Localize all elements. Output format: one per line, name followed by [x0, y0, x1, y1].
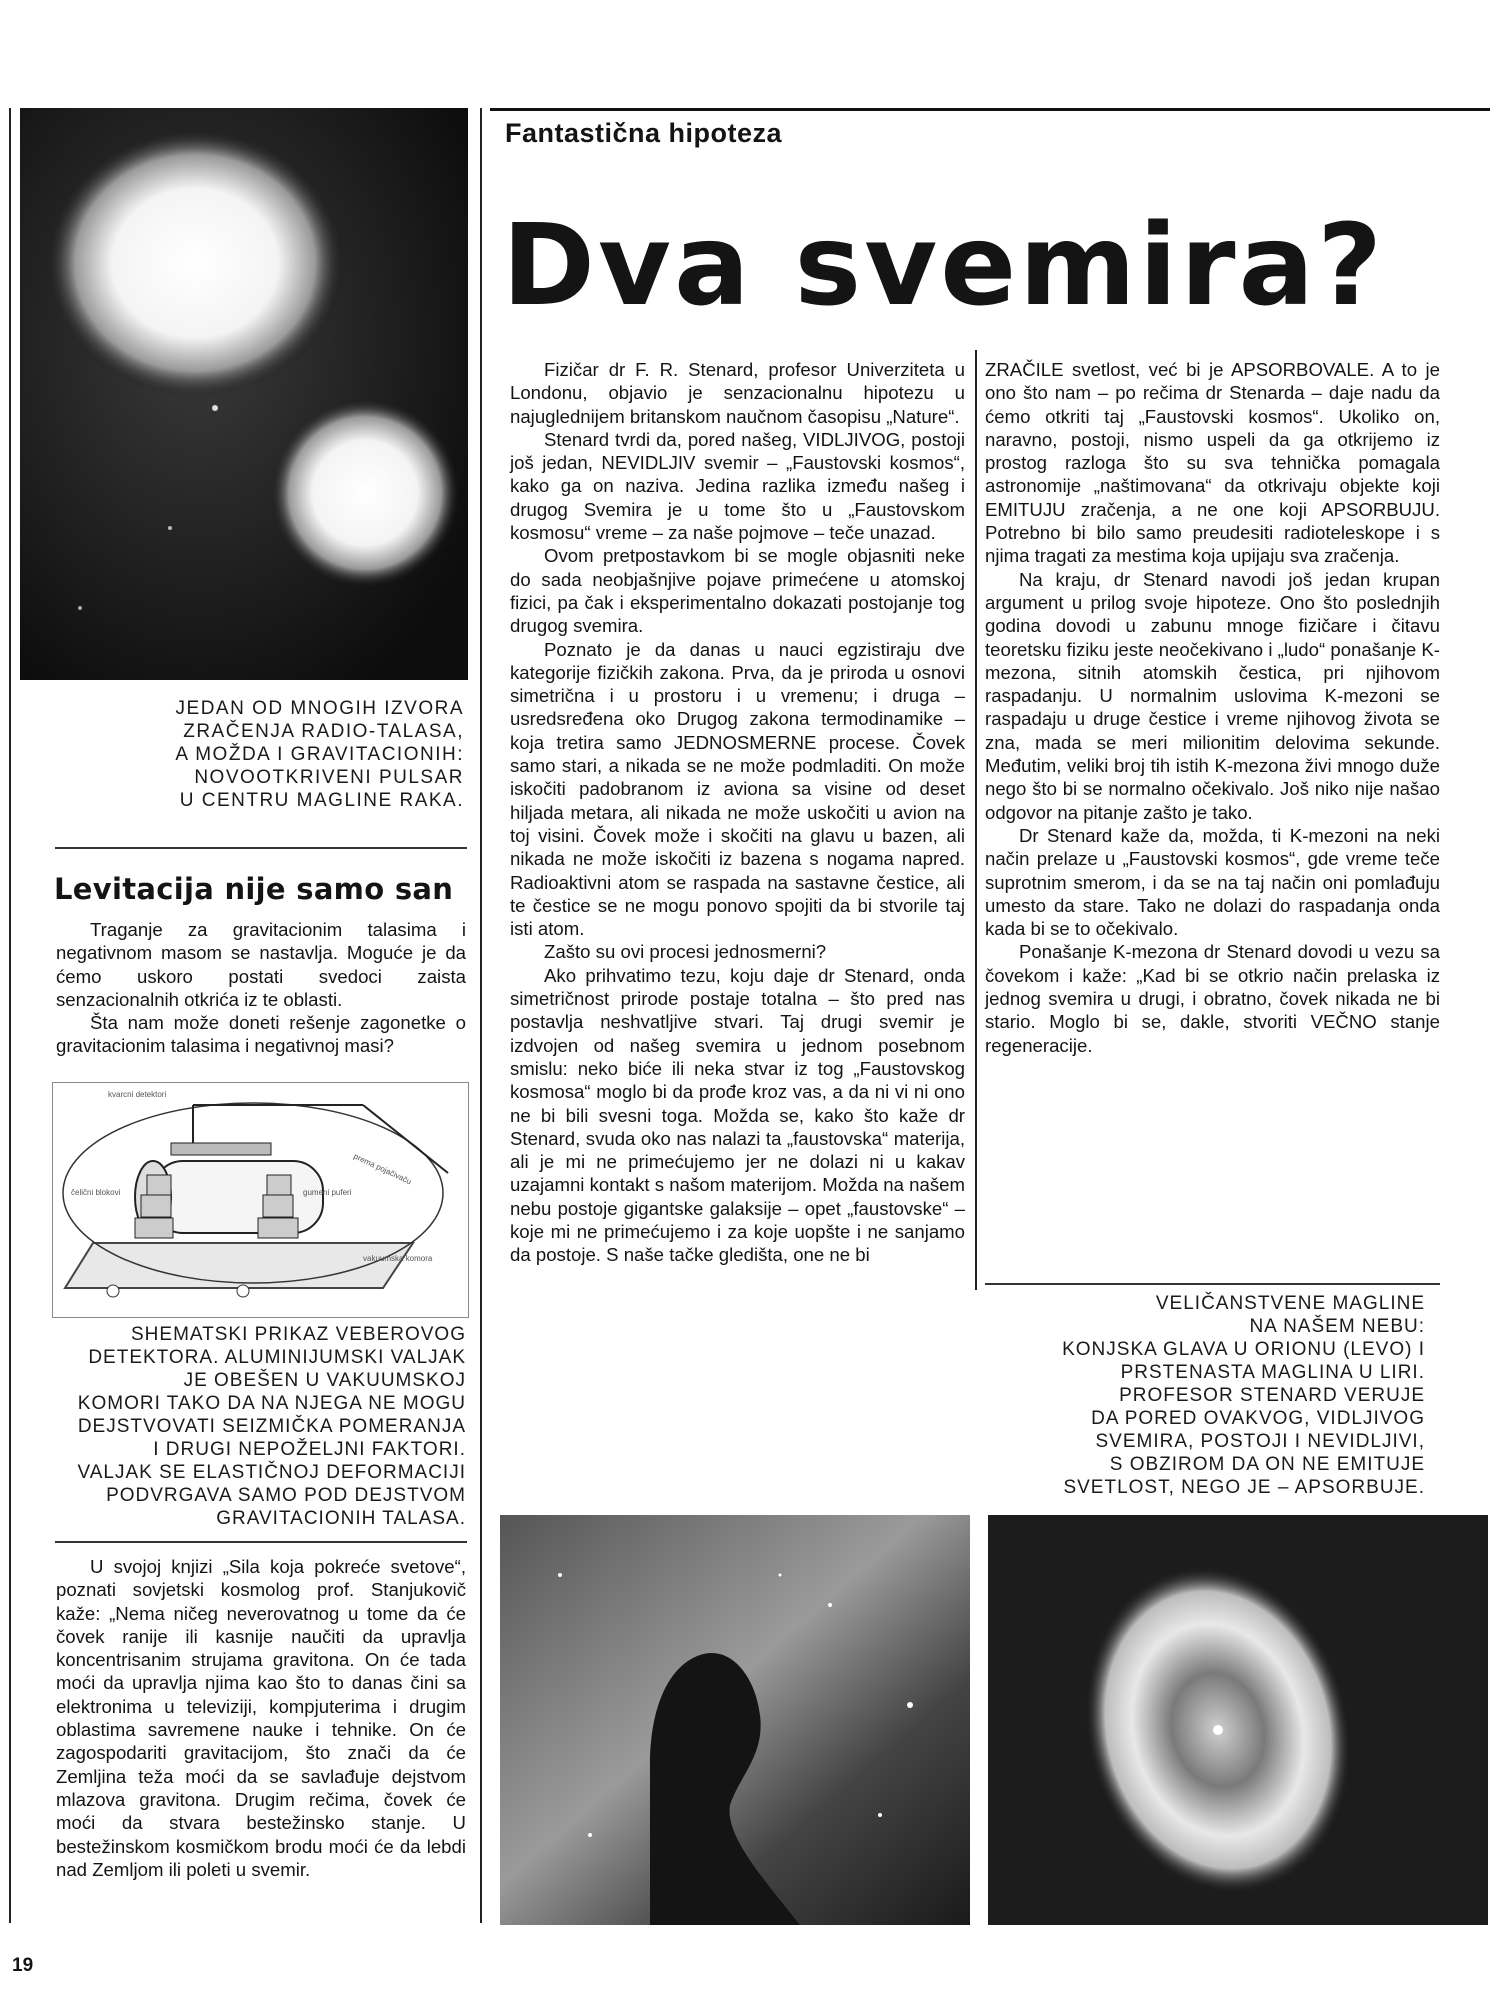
label-detectors: kvarcni detektori: [108, 1090, 167, 1099]
caption-line: DEJSTVOVATI SEIZMIČKA POMERANJA: [77, 1416, 466, 1437]
caption-line: NA NAŠEM NEBU:: [1249, 1316, 1425, 1337]
label-amplifier: prema pojačivaču: [352, 1151, 413, 1187]
article-column-3: [985, 358, 1440, 1057]
caption-line: PRSTENASTA MAGLINA U LIRI.: [1120, 1362, 1425, 1383]
caption-line: A MOŽDA I GRAVITACIONIH:: [175, 744, 464, 765]
sidebar-paragraph: Traganje za gravitacionim talasima i negativnom masom se nastavlja. Moguće je da ćemo uskoro postati svedoci zaista senzacionalnih otkrića iz te oblasti.: [56, 919, 466, 1010]
caption-line: ZRAČENJA RADIO-TALASA,: [183, 721, 464, 742]
caption-line: S OBZIROM DA ON NE EMITUJE: [1109, 1454, 1425, 1475]
article-paragraph: Ako prihvatimo tezu, koju daje dr Stenard, onda simetričnost prirode postaje totalna – što pred nas postavlja neshvatljive stvari. Taj drugi svemir je izdvojen od našeg svemira u jednom posebnom smislu: neko biće ili neka stvar iz tog „Faustovskog kosmosa“ moglo bi da prođe kroz vas, a da ni vi ni ono ne bi bili svesni toga. Možda se, kako što kaže dr Stenard, svuda oko nas nalazi ta „faustovska“ materija, ali je mi ne primećujemo jer ne dolazi ni u kakav uzajamni kontakt s našom materijom. Možda na našem nebu postoje gigantske galaksije – opet „faustovske“ – koje mi ne primećujemo i za koje uopšte i ne sanjamo da postoje. S naše tačke gledišta, one ne bi: [510, 964, 965, 1266]
caption-line: GRAVITACIONIH TALASA.: [216, 1508, 466, 1529]
pulsar-photo: [20, 108, 468, 680]
column-rule-right: [975, 350, 977, 1290]
article-paragraph: Fizičar dr F. R. Stenard, profesor Univerziteta u Londonu, objavio je senzacionalnu hipotezu u najuglednijem britanskom naučnom časopisu „Nature“.: [510, 359, 965, 427]
detector-divider: [55, 1541, 467, 1543]
article-paragraph: Zašto su ovi procesi jednosmerni?: [544, 941, 827, 963]
caption-line: JE OBEŠEN U VAKUUMSKOJ: [183, 1370, 466, 1391]
caption-line: U CENTRU MAGLINE RAKA.: [179, 790, 464, 811]
nebula-caption: [985, 1292, 1425, 1499]
label-buffers: gumeni puferi: [303, 1188, 352, 1197]
detector-diagram: [52, 1082, 469, 1318]
sidebar-divider: [55, 847, 467, 849]
article-paragraph: ZRAČILE svetlost, već bi je APSORBOVALE. A to je ono što nam – po rečima dr Stenarda – daje nadu da ćemo otkriti taj „Faustovski kosmos“. Ukoliko on, naravno, postoji, nismo uspeli da ga otkrijemo iz prostog razloga što su sva tehnička pomagala astronomije „naštimovana“ da otkrivaju objekte koji EMITUJU zračenja, a ne one koji APSORBUJU. Potrebno bi bilo samo preudesiti radioteleskope i s njima tragati za mestima koja upijaju sva zračenja.: [985, 359, 1440, 567]
caption-line: KONJSKA GLAVA U ORIONU (LEVO) I: [1062, 1339, 1425, 1360]
left-bottom-text: [56, 1555, 466, 1881]
caption-line: KOMORI TAKO DA NA NJEGA NE MOGU: [77, 1393, 466, 1414]
caption-line: SVETLOST, NEGO JE – APSORBUJE.: [1063, 1477, 1425, 1498]
caption-line: DETEKTORA. ALUMINIJUMSKI VALJAK: [88, 1347, 466, 1368]
sidebar-text: [56, 918, 466, 1058]
left-bottom-paragraph: U svojoj knjizi „Sila koja pokreće svetove“, poznati sovjetski kosmolog prof. Stanjukovič kaže: „Nema ničeg neverovatnog u tome da će čovek ranije ili kasnije naučiti da upravlja koncentrisanim strujama gravitona. On će tada moći da upravlja njima kao što to danas čini sa elektronima u televiziji, kompjuterima i drugim oblastima savremene nauke i tehnike. On će zagospodariti gravitacijom, što znači da će Zemljina teža moći da se savlađuje dejstvom mlazova gravitona. Drugim rečima, čovek će moći da stvara bestežinsko stanje. U bestežinskom kosmičkom brodu moći će da lebdi nad Zemljom ili poleti u svemir.: [56, 1556, 466, 1880]
article-column-2: [510, 358, 965, 1267]
pulsar-caption: [60, 697, 464, 812]
caption-line: JEDAN OD MNOGIH IZVORA: [175, 698, 464, 719]
article-paragraph: Ponašanje K-mezona dr Stenard dovodi u vezu sa čovekom i kaže: „Kad bi se otkrio način prelaska iz jednog svemira u drugi, i obratno, čovek nikada ne bi stario. Moglo bi se, dakle, stvoriti VEČNO stanje regeneracije.: [985, 941, 1440, 1056]
sidebar-title: Levitacija nije samo san: [54, 872, 454, 906]
article-paragraph: Na kraju, dr Stenard navodi još jedan krupan argument u prilog svoje hipoteze. Ono što poslednjih godina dovodi u zabunu mnoge fizičare i čitavu teoretsku fiziku jeste neočekivano i „ludo“ ponašanje K-mezona, sitnih atomskih čestica, pri njihovom raspadanju. U normalnim uslovima K-mezoni se raspadaju u druge čestice i vreme njihovog života se zna, mada se meri milionitim delovima sekunde. Međutim, veliki broj tih istih K-mezona živi mnogo duže nego što bi se normalno očekivalo. Još niko nije našao odgovor na pitanje zašto je tako.: [985, 568, 1440, 823]
headline: Dva svemira?: [502, 201, 1386, 331]
sidebar-paragraph: Šta nam može doneti rešenje zagonetke o gravitacionim talasima i negativnoj masi?: [56, 1012, 466, 1057]
label-blocks: čelični blokovi: [71, 1188, 121, 1197]
column-rule-left: [480, 108, 482, 1923]
caption-line: NOVOOTKRIVENI PULSAR: [194, 767, 464, 788]
caption-line: DA PORED OVAKVOG, VIDLJIVOG: [1091, 1408, 1425, 1429]
caption-line: I DRUGI NEPOŽELJNI FAKTORI.: [153, 1439, 466, 1460]
caption-line: SHEMATSKI PRIKAZ VEBEROVOG: [131, 1324, 466, 1345]
caption-line: PODVRGAVA SAMO POD DEJSTVOM: [106, 1485, 466, 1506]
caption-line: VALJAK SE ELASTIČNOJ DEFORMACIJI: [77, 1462, 466, 1483]
caption-line: SVEMIRA, POSTOJI I NEVIDLJIVI,: [1095, 1431, 1425, 1452]
page-number: 19: [12, 1955, 34, 1976]
horsehead-nebula-photo: [500, 1515, 970, 1925]
top-rule: [490, 108, 1490, 111]
article-paragraph: Ovom pretpostavkom bi se mogle objasniti neke do sada neobjašnjive pojave primećene u atomskoj fizici, pa čak i eksperimentalno dokazati postojanje tog drugog svemira.: [510, 545, 965, 637]
left-margin-rule: [9, 108, 11, 1923]
ring-nebula-photo: [988, 1515, 1488, 1925]
caption-line: VELIČANSTVENE MAGLINE: [1155, 1293, 1425, 1314]
column-3-divider: [985, 1283, 1440, 1285]
article-paragraph: Poznato je da danas u nauci egzistiraju dve kategorije fizičkih zakona. Prva, da je priroda u osnovi simetrična i u prostoru i u vremenu; i druga – usredsređena oko Drugog zakona termodinamike – koja tretira samo JEDNOSMERNE procese. Čovek samo stari, a nikada se ne može podmladiti. On može iskočiti padobranom iz aviona sa visine od deset hiljada metara, ali nikada ne može uskočiti u avion na toj visini. Čovek može i skočiti na glavu u bazen, ali nikada ne može iskočiti iz bazena s nogama napred. Radioaktivni atom se raspada na sastavne čestice, ali te čestice se ne mogu ponovo spojiti da bi stvorile taj isti atom.: [510, 638, 965, 940]
article-paragraph: Dr Stenard kaže da, možda, ti K-mezoni na neki način prelaze u „Faustovski kosmos“, gde vreme teče suprotnim smerom, i da se na taj način oni pomlađuju umesto da stare. Tako ne dolazi do raspadanja onda kada bi se to očekivalo.: [985, 824, 1440, 940]
kicker: Fantastična hipoteza: [505, 118, 783, 148]
caption-line: PROFESOR STENARD VERUJE: [1119, 1385, 1425, 1406]
label-chamber: vakuumska komora: [363, 1254, 433, 1263]
article-paragraph: Stenard tvrdi da, pored našeg, VIDLJIVOG, postoji još jedan, NEVIDLJIV svemir – „Faustovski kosmos“, kako ga on naziva. Jedina razlika između našeg i drugog Svemira je u tome što u „Faustovskom kosmosu“ vreme – za naše pojmove – teče unazad.: [510, 428, 965, 544]
detector-caption: [52, 1323, 466, 1530]
